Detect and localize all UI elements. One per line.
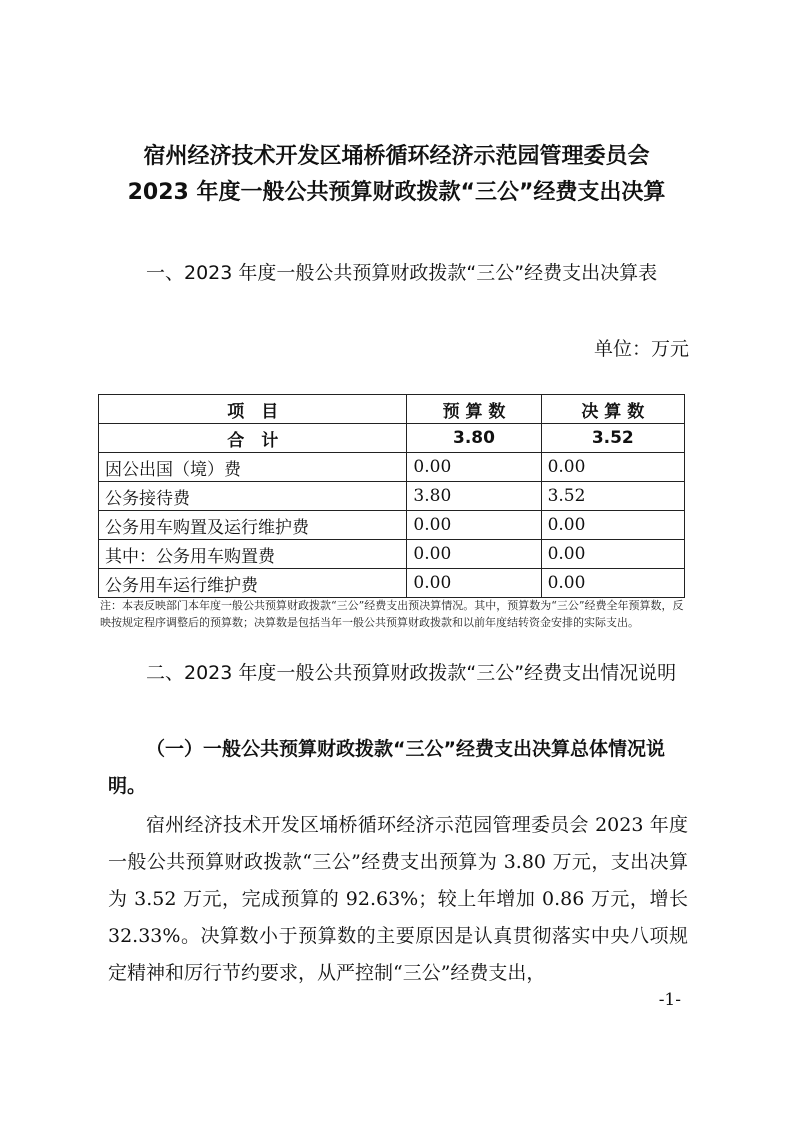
table-note: 注：本表反映部门本年度一般公共预算财政拨款“三公”经费支出预决算情况。其中，预算数为“三公”经费全年预算数，反映按规定程序调整后的预算数；决算数是包括当年一般公共预算财政拨款和以前年度结转资金安排的实际支出。 bbox=[100, 599, 684, 629]
row-label: 其中：公务用车购置费 bbox=[99, 540, 407, 569]
header-actual: 决 算 数 bbox=[541, 395, 684, 424]
total-budget: 3.80 bbox=[407, 424, 541, 453]
row-actual: 0.00 bbox=[541, 453, 684, 482]
table-row bbox=[99, 482, 685, 511]
header-budget: 预 算 数 bbox=[407, 395, 541, 424]
row-actual: 0.00 bbox=[541, 540, 684, 569]
document-title-line1: 宿州经济技术开发区埇桥循环经济示范园管理委员会 bbox=[143, 144, 650, 169]
document-title-line2: 2023 年度一般公共预算财政拨款“三公”经费支出决算 bbox=[127, 180, 666, 205]
row-label: 因公出国（境）费 bbox=[99, 453, 407, 482]
row-label: 公务用车运行维护费 bbox=[99, 569, 407, 598]
row-actual: 0.00 bbox=[541, 511, 684, 540]
row-budget: 0.00 bbox=[407, 569, 541, 598]
table-header-row bbox=[99, 395, 685, 424]
section2-body: 宿州经济技术开发区埇桥循环经济示范园管理委员会 2023 年度一般公共预算财政拨款“三公”经费支出预算为 3.80 万元，支出决算为 3.52 万元，完成预算的 92.63%；较上年增加 0.86 万元，增长 32.33%。决算数小于预算数的主要原因是认真贯彻落实中央八项规定精神和厉行节约要求，从严控制“三公”经费支出， bbox=[108, 814, 688, 984]
table-total-row bbox=[99, 424, 685, 453]
table-row bbox=[99, 540, 685, 569]
row-budget: 3.80 bbox=[407, 482, 541, 511]
section2-subheading: （一）一般公共预算财政拨款“三公”经费支出决算总体情况说明。 bbox=[108, 738, 665, 797]
row-label: 公务用车购置及运行维护费 bbox=[99, 511, 407, 540]
table-row bbox=[99, 511, 685, 540]
total-actual: 3.52 bbox=[541, 424, 684, 453]
unit-label: 单位：万元 bbox=[593, 338, 689, 360]
row-label: 公务接待费 bbox=[99, 482, 407, 511]
row-budget: 0.00 bbox=[407, 453, 541, 482]
row-budget: 0.00 bbox=[407, 540, 541, 569]
section2-heading: 二、2023 年度一般公共预算财政拨款“三公”经费支出情况说明 bbox=[146, 662, 677, 684]
section1-heading: 一、2023 年度一般公共预算财政拨款“三公”经费支出决算表 bbox=[146, 262, 658, 284]
row-actual: 3.52 bbox=[541, 482, 684, 511]
total-label: 合 计 bbox=[99, 424, 407, 453]
page-number: -1- bbox=[658, 990, 681, 1010]
table-row bbox=[99, 453, 685, 482]
row-actual: 0.00 bbox=[541, 569, 684, 598]
header-item: 项 目 bbox=[99, 395, 407, 424]
row-budget: 0.00 bbox=[407, 511, 541, 540]
budget-table bbox=[98, 394, 685, 598]
table-row bbox=[99, 569, 685, 598]
